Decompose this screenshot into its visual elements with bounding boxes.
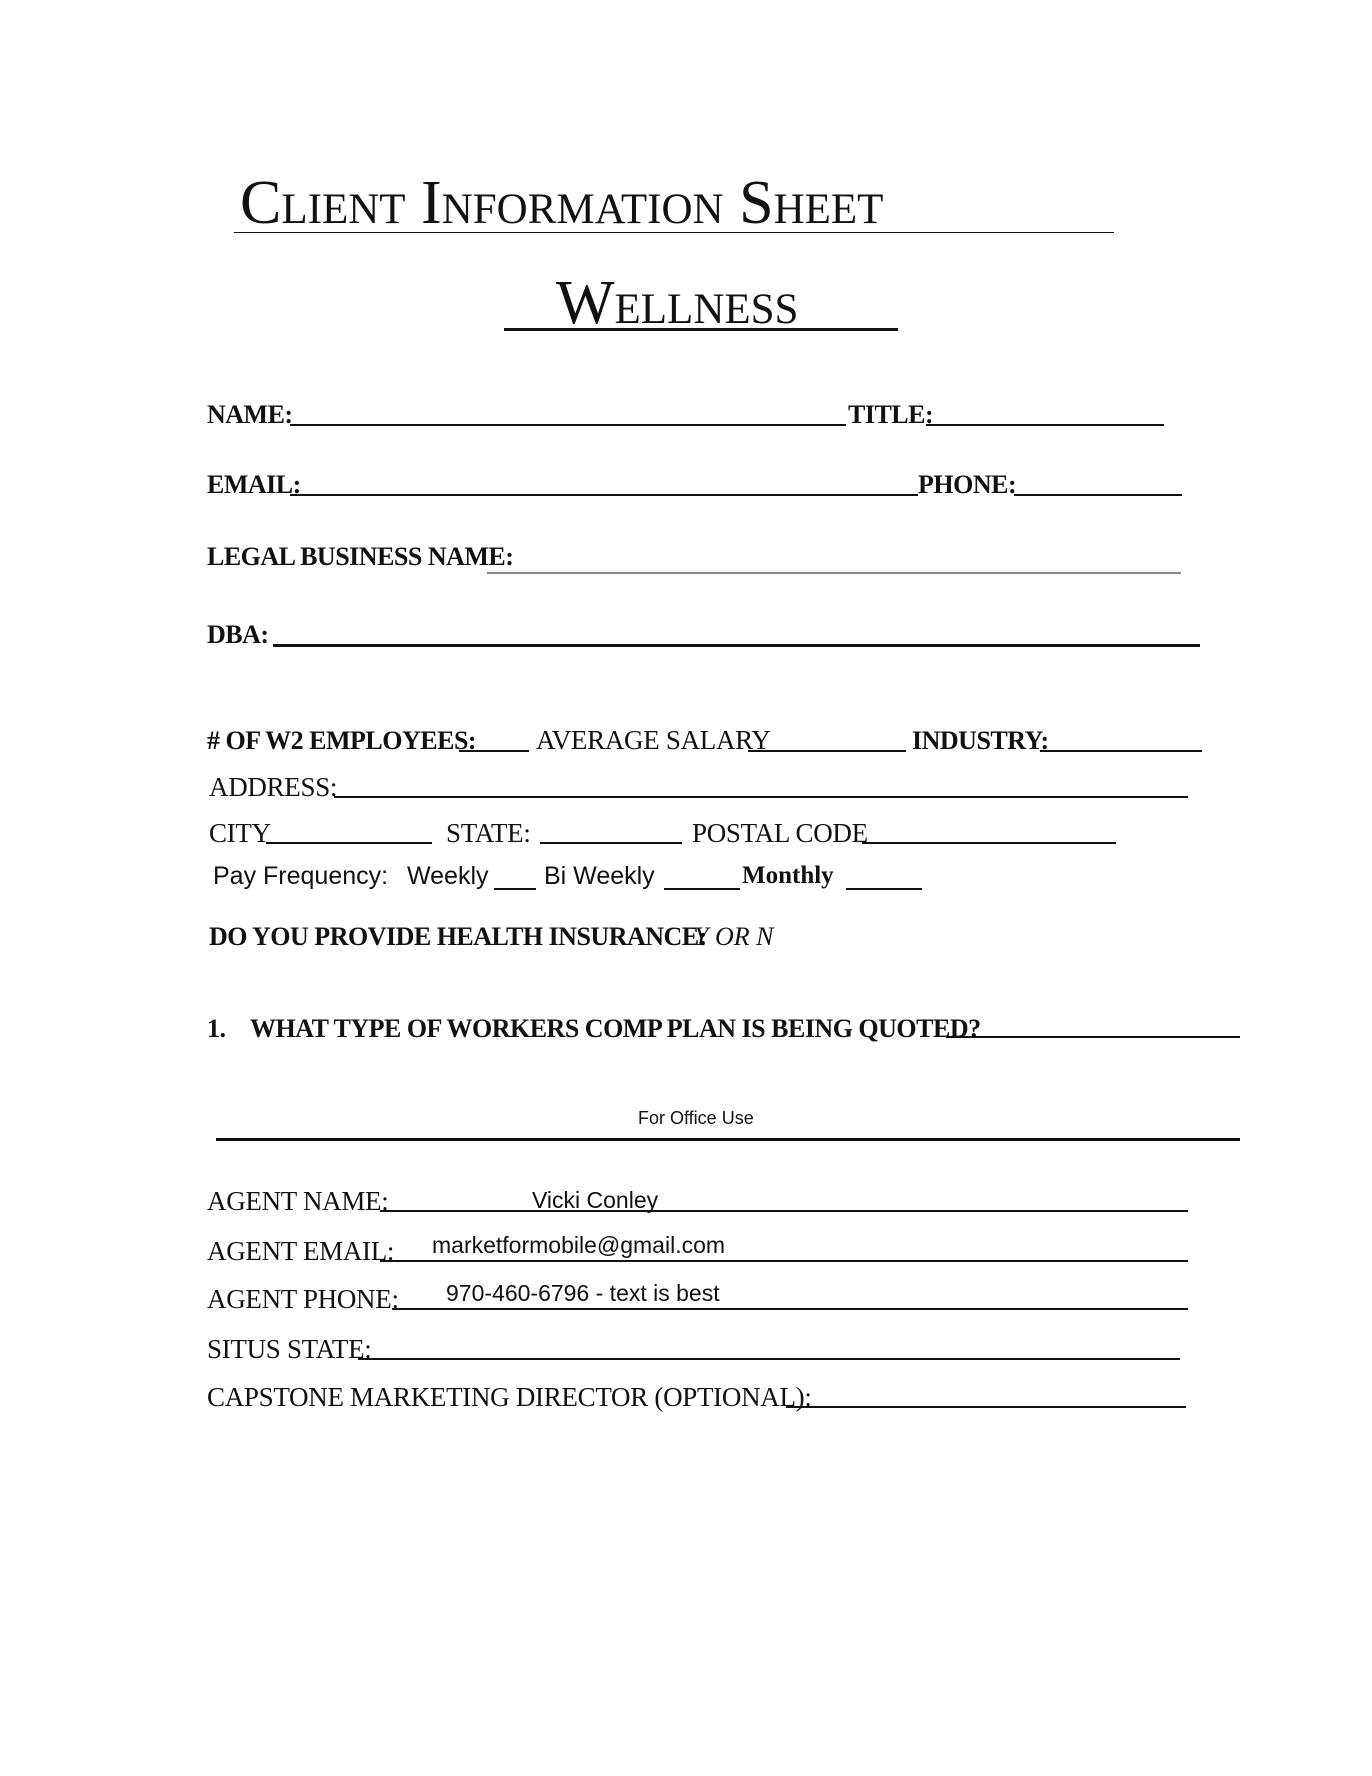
health-insurance-label: DO YOU PROVIDE HEALTH INSURANCE: [209,922,707,951]
office-use-heading: For Office Use [638,1108,754,1128]
capstone-director-label: CAPSTONE MARKETING DIRECTOR (OPTIONAL): [207,1382,812,1412]
w2-employees-label: # OF W2 EMPLOYEES: [207,726,477,755]
city-field[interactable] [266,842,432,844]
question-number: 1. [207,1014,226,1043]
page-title: Client Information Sheet [240,169,884,237]
average-salary-label: AVERAGE SALARY [536,725,771,755]
w2-employees-field[interactable] [459,750,529,752]
subtitle-underline [504,328,898,331]
state-label: STATE: [446,818,531,848]
dba-field[interactable] [273,644,1200,647]
question-text: WHAT TYPE OF WORKERS COMP PLAN IS BEING QUOTED? [250,1014,981,1043]
agent-email-value[interactable]: marketformobile@gmail.com [432,1232,726,1258]
email-field[interactable] [290,494,918,496]
biweekly-field[interactable] [664,888,740,890]
capstone-director-field[interactable] [786,1406,1186,1408]
email-label: EMAIL: [207,470,301,499]
monthly-field[interactable] [846,888,922,890]
city-label: CITY [209,818,271,848]
phone-field[interactable] [1014,494,1182,496]
name-field[interactable] [290,424,846,426]
office-use-divider [216,1138,1240,1141]
average-salary-field[interactable] [748,750,906,752]
question-answer-field[interactable] [946,1036,1240,1038]
postal-code-label: POSTAL CODE [692,818,868,848]
agent-email-field[interactable] [380,1260,1188,1262]
legal-business-field[interactable] [487,572,1181,574]
situs-state-label: SITUS STATE: [207,1334,372,1364]
legal-business-label: LEGAL BUSINESS NAME: [207,542,514,571]
title-field[interactable] [926,424,1164,426]
agent-name-label: AGENT NAME: [207,1186,389,1216]
name-label: NAME: [207,400,293,429]
agent-phone-value[interactable]: 970-460-6796 - text is best [446,1280,720,1306]
dba-label: DBA: [207,620,269,649]
title-underline [234,232,1114,233]
agent-name-value[interactable]: Vicki Conley [532,1187,659,1213]
address-field[interactable] [334,796,1188,798]
agent-name-field[interactable] [380,1210,1188,1212]
agent-phone-label: AGENT PHONE: [207,1284,399,1314]
page-subtitle: Wellness [556,269,799,337]
monthly-label: Monthly [742,862,834,889]
agent-email-label: AGENT EMAIL: [207,1236,395,1266]
agent-phone-field[interactable] [392,1308,1188,1310]
weekly-field[interactable] [494,888,536,890]
pay-frequency-label: Pay Frequency: [213,862,389,890]
situs-state-field[interactable] [358,1358,1180,1360]
industry-label: INDUSTRY: [912,726,1049,755]
biweekly-label: Bi Weekly [544,862,655,890]
address-label: ADDRESS: [209,772,338,802]
weekly-label: Weekly [407,862,489,890]
postal-code-field[interactable] [862,842,1116,844]
title-label: TITLE: [848,400,934,429]
industry-field[interactable] [1040,750,1202,752]
health-insurance-options[interactable]: Y OR N [694,922,774,951]
state-field[interactable] [540,842,682,844]
phone-label: PHONE: [918,470,1017,499]
